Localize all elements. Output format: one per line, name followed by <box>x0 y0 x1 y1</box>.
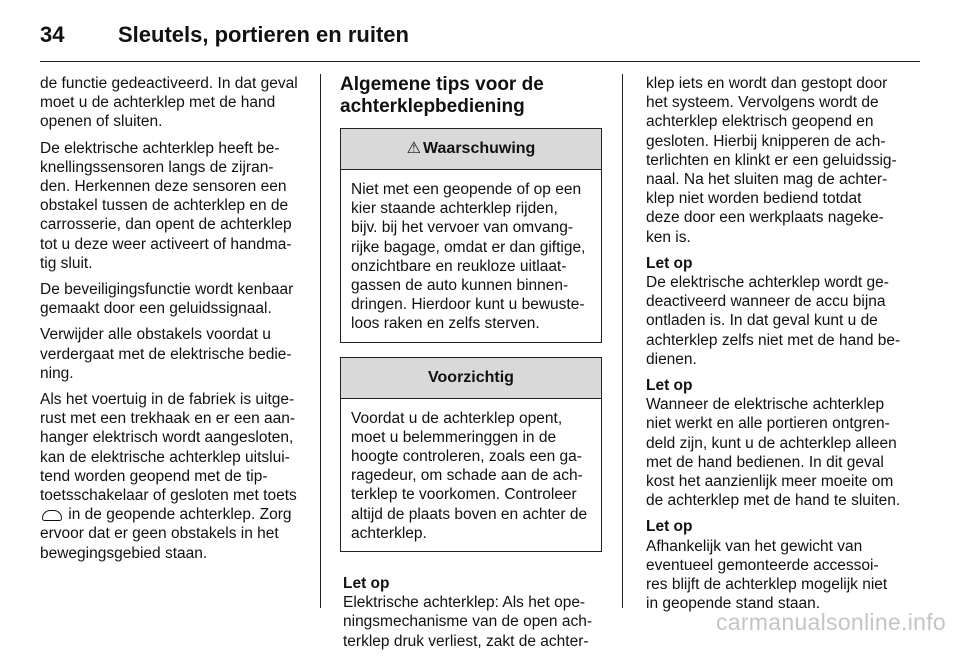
paragraph: klep iets en wordt dan gestopt door het systeem. Vervolgens wordt de achterklep elektrisch geopend en gesloten. Hierbij knipperen de ach- terlichten en klinkt er een geluidssig- naal. Na het sluiten mag de achter- klep niet worden bediend totdat deze door een werkplaats nageke- ken is. <box>646 75 897 246</box>
note-body: Afhankelijk van het gewicht van eventueel gemonteerde accessoi- res blijft de achterklep mogelijk niet in geopende stand staan. <box>646 537 888 613</box>
page-number: 34 <box>40 22 65 47</box>
column-1 <box>40 74 305 570</box>
tailgate-icon <box>42 510 62 521</box>
note <box>646 517 922 613</box>
note <box>646 254 922 369</box>
caution-title: Voorzichtig <box>428 369 514 387</box>
note-heading: Let op <box>646 377 693 395</box>
paragraph: de functie gedeactiveerd. In dat geval moet u de achterklep met de hand openen of sluiten. <box>40 75 298 131</box>
warning-box-header <box>341 129 601 170</box>
page-title: Sleutels, portieren en ruiten <box>118 22 409 47</box>
column-2 <box>340 74 602 658</box>
page-header <box>40 18 920 58</box>
warning-box <box>340 128 602 343</box>
note-heading: Let op <box>343 575 390 593</box>
note-body: Wanneer de elektrische achterklep niet werkt en alle portieren ontgren- deld zijn, kunt u de achterklep alleen met de hand bedienen. In dit geval kost het aanzienlijk meer moeite om de achterklep met de hand te sluiten. <box>646 396 901 510</box>
note <box>340 574 602 651</box>
caution-box <box>340 357 602 552</box>
note <box>646 376 922 510</box>
column-3 <box>646 74 922 620</box>
section-heading: Algemene tips voor de achterklepbediening <box>340 74 544 117</box>
paragraph: De beveiligingsfunctie wordt kenbaar gemaakt door een geluidssignaal. <box>40 281 294 318</box>
paragraph: Verwijder alle obstakels voordat u verdergaat met de elektrische bedie- ning. <box>40 326 292 382</box>
caution-body: Voordat u de achterklep opent, moet u belemmeringgen in de hoogte controleren, zoals een ga- ragedeur, om schade aan de ach- terklep te voorkomen. Controleer altijd de plaats boven en achter de achterklep. <box>351 409 588 542</box>
note-heading: Let op <box>646 518 693 536</box>
column-divider <box>622 74 623 608</box>
paragraph-text: Als het voertuig in de fabriek is uitge- rust met een trekhaak en er een aan- hanger elektrisch wordt aangesloten, kan de elektrische achterklep uitslui- tend worden geopend met de tip- toetsschakelaar of gesloten met toets <box>40 391 297 505</box>
paragraph: De elektrische achterklep heeft be- knellingssensoren langs de zijran- den. Herkennen deze sensoren een obstakel tussen de achterklep en de carrosserie, dan opent de achterklep tot u deze weer activeert of handma- tig sluit. <box>40 139 292 272</box>
header-divider <box>40 61 920 62</box>
note-body: De elektrische achterklep wordt ge- deactiveerd wanneer de accu bijna ontladen is. In dat geval kunt u de achterklep zelfs niet met de hand be- dienen. <box>646 274 901 368</box>
watermark: carmanualsonline.info <box>715 609 946 635</box>
paragraph-trailer-hitch <box>40 390 305 563</box>
warning-title: Waarschuwing <box>423 140 536 158</box>
column-divider <box>320 74 321 608</box>
warning-body: Niet met een geopende of op een kier staande achterklep rijden, bijv. bij het vervoer van omvang- rijke bagage, omdat er dan giftige, onzichtbare en reukloze uitlaat- gassen de auto kunnen binnen- dringen. Hierdoor kunt u bewuste- loos raken en zelfs sterven. <box>351 181 586 333</box>
caution-box-header <box>341 358 601 399</box>
warning-triangle-icon: ⚠ <box>406 140 422 158</box>
note-body: Elektrische achterklep: Als het ope- ningsmechanisme van de open ach- terklep druk verliest, zakt de achter- <box>343 594 593 650</box>
note-heading: Let op <box>646 254 693 272</box>
paragraph-text: in de geopende achterklep. Zorg ervoor dat er geen obstakels in het bewegingsgebied staan. <box>40 506 292 562</box>
